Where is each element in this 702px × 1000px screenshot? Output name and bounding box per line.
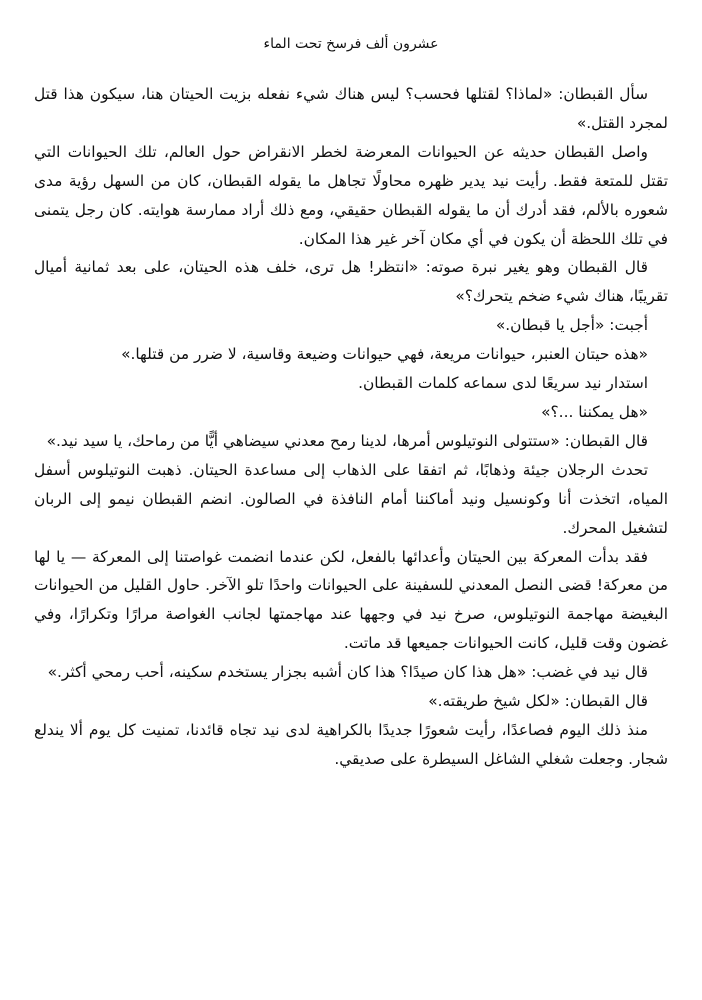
paragraph: أجبت: «أجل يا قبطان.»	[495, 316, 648, 335]
paragraph: قال القبطان: «ستتولى النوتيلوس أمرها، لدينا رمح معدني سيضاهي أيًّا من رماحك، يا سيد نيد.»	[46, 431, 648, 450]
running-head-title: عشرون ألف فرسخ تحت الماء	[263, 36, 439, 52]
paragraph: منذ ذلك اليوم فصاعدًا، رأيت شعورًا جديدًا بالكراهية لدى نيد تجاه قائدنا، تمنيت كل يوم ألا يندلع شجار. وجعلت شغلي الشاغل السيطرة على صديقي.	[34, 720, 668, 768]
paragraph: واصل القبطان حديثه عن الحيوانات المعرضة لخطر الانقراض حول العالم، تلك الحيوانات التي تقتل للمتعة فقط. رأيت نيد يدير ظهره محاولًا تجاهل ما يقوله القبطان، كان من السهل رؤية مدى شعوره بالألم، فقد أدرك أن ما يقوله القبطان حقيقي، ومع ذلك أراد ممارسة هوايته. كان رجل يتمنى في تلك اللحظة أن يكون في أي مكان آخر غير هذا المكان.	[34, 142, 668, 248]
paragraph: استدار نيد سريعًا لدى سماعه كلمات القبطان.	[358, 374, 648, 393]
paragraph: فقد بدأت المعركة بين الحيتان وأعدائها بالفعل، لكن عندما انضمت غواصتنا إلى المعركة — يا لها من معركة! قضى النصل المعدني للسفينة على الحيوانات واحدًا تلو الآخر. حاول القليل من الحيوانات البغيضة مهاجمة النوتيلوس، صرخ نيد في وجهها عند مهاجمتها لجانب الغواصة مرارًا وتكرارًا، وفي غضون وقت قليل، كانت الحيوانات جميعها قد ماتت.	[34, 547, 668, 653]
book-page	[34, 0, 668, 1000]
paragraph: قال القبطان وهو يغير نبرة صوته: «انتظر! هل ترى، خلف هذه الحيتان، على بعد ثمانية أميال تقريبًا، هناك شيء ضخم يتحرك؟»	[34, 258, 668, 306]
paragraph: سأل القبطان: «لماذا؟ لقتلها فحسب؟ ليس هناك شيء نفعله بزيت الحيتان هنا، سيكون هذا قتل لمجرد القتل.»	[34, 85, 668, 132]
paragraph: تحدث الرجلان جيئة وذهابًا، ثم اتفقا على الذهاب إلى مساعدة الحيتان. ذهبت النوتيلوس أسفل المياه، اتخذت أنا وكونسيل ونيد أماكننا أمام النافذة في الصالون. انضم القبطان نيمو إلى الربان لتشغيل المحرك.	[34, 460, 668, 537]
body-text	[34, 80, 668, 774]
paragraph: «هل يمكننا ...؟»	[541, 402, 648, 421]
paragraph: قال القبطان: «لكل شيخ طريقته.»	[428, 692, 648, 711]
paragraph: قال نيد في غضب: «هل هذا كان صيدًا؟ هذا كان أشبه بجزار يستخدم سكينه، أحب رمحي أكثر.»	[47, 663, 648, 682]
paragraph: «هذه حيتان العنبر، حيوانات مريعة، فهي حيوانات وضيعة وقاسية، لا ضرر من قتلها.»	[121, 345, 648, 364]
